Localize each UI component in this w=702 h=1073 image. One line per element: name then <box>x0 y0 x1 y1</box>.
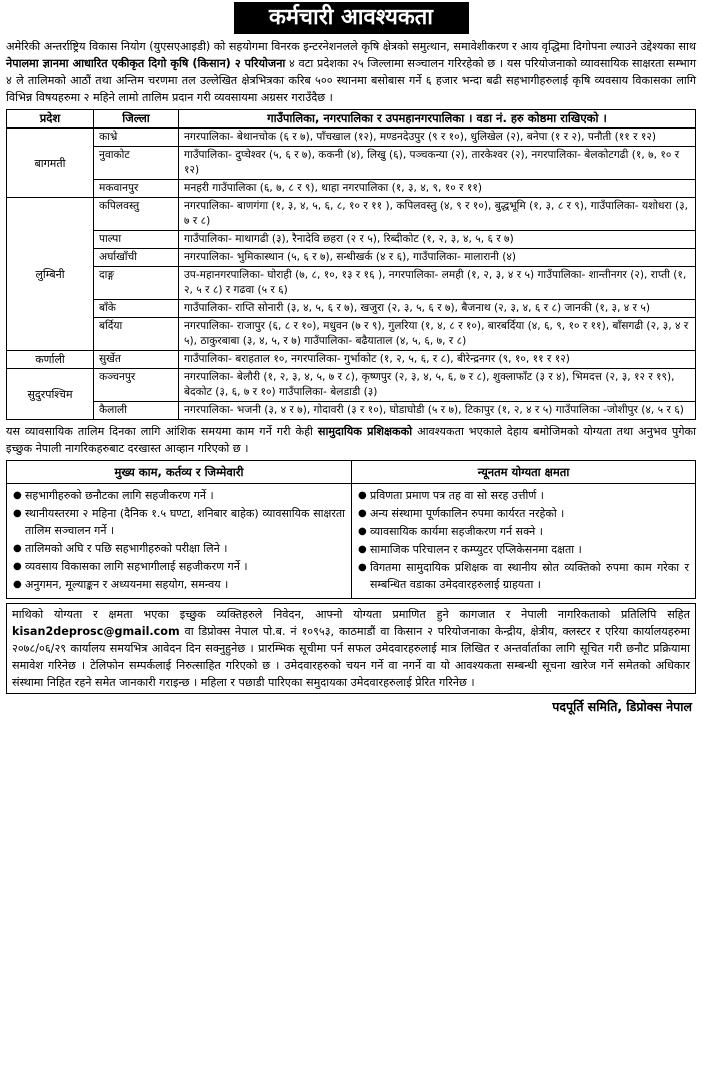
municipality-cell: नगरपालिका- बेलौरी (१, २, ३, ४, ५, ७ र ८), कृष्णपुर (२, ३, ४, ५, ६, ७ र ८), शुक्लाफाँट (३ र ४), भिमदत्त (२, ३, १२ र १९), बेदकोट (३, ६, ७ र १०) गाउँपालिका- बेलडाडी (३) <box>179 369 696 402</box>
table-row <box>7 318 696 351</box>
table-row <box>7 128 696 147</box>
location-table-body <box>7 128 696 420</box>
list-item-text: तालिमको अघि र पछि सहभागीहरुको परीक्षा लिने । <box>25 542 228 555</box>
municipality-cell: गाउँपालिका- राप्ति सोनारी (३, ४, ५, ६ र ७), खजुरा (२, ३, ५, ६ र ७), बैजनाथ (२, ३, ४, ६ र ८) जानकी (१, ३, ४ र ५) <box>179 300 696 318</box>
instructions-text-2: वा डिप्रोक्स नेपाल पो.ब. नं १०९५३, काठमाडौं वा किसान २ परियोजनाका केन्द्रीय, क्षेत्रीय, क्लस्टर र एरिया कार्यालयहरुमा २०७८/०६/२९ कार्यालय समयभित्र आवेदन दिन सक्नुहुनेछ । प्रारम्भिक सूचीमा पर्न सफल उमेदवारहरुलाई मात्र लिखित र अन्तर्वार्ताका लागि सूचित गरी छनौट प्रक्रियामा समावेश गरिनेछ । टेलिफोन सम्पर्कलाई निरुत्साहित गरिएको छ । उमेदवारहरुको चयन गर्ने वा नगर्ने वा यो आवश्यकता सम्बन्धी सूचना खारेज गर्ने समेतको अधिकार संस्थामा निहित रहने समेत जानकारी गराइन्छ । महिला र पछाडी पारिएका समुदायका उमेदवारहरुलाई प्रेरित गरिनेछ । <box>12 625 690 689</box>
list-item-text: स्थानीयस्तरमा २ महिना (दैनिक १.५ घण्टा, शनिबार बाहेक) व्यावसायिक साक्षरता तालिम सञ्चालन गर्ने । <box>25 507 345 537</box>
duties-column <box>7 461 351 598</box>
table-row <box>7 300 696 318</box>
list-item-text: प्रविणता प्रमाण पत्र तह वा सो सरह उत्तीर्ण । <box>370 489 544 502</box>
list-item-text: अन्य संस्थामा पूर्णकालिन रुपमा कार्यरत नरहेको । <box>370 507 565 520</box>
district-cell: कैलाली <box>94 402 179 420</box>
application-instructions <box>6 603 696 694</box>
call-paragraph <box>6 423 696 457</box>
list-item-text: व्यवसाय विकासका लागि सहभागीलाई सहजीकरण गर्ने । <box>25 560 248 573</box>
district-cell: नुवाकोट <box>94 147 179 180</box>
bullet-icon: ● <box>13 561 22 572</box>
municipality-cell: गाउँपालिका- माथागढी (३), रैनादेवि छहरा (२ र ५), रिब्दीकोट (१, २, ३, ४, ५, ६ र ७) <box>179 231 696 249</box>
list-item <box>358 559 689 593</box>
list-item <box>13 505 345 539</box>
municipality-cell: गाउँपालिका- दुप्चेश्वर (५, ६ र ७), ककनी (४), लिखु (६), पञ्चकन्या (२), तारकेश्वर (२), नगरपालिका- बेलकोटगढी (१, ७, १० र १२) <box>179 147 696 180</box>
municipality-cell: नगरपालिका- राजापुर (६, ८ र १०), मधुवन (७ र ९), गुलरिया (१, ४, ८ र १०), बारबर्दिया (४, ६, ९, १० र ११), बाँसगढी (२, ३, ४ र ५), ठाकुरबाबा (३, ४, ५, र ७) गाउँपालिका- बढैयाताल (४, ५, ६, ७, र ८) <box>179 318 696 351</box>
contact-email[interactable]: kisan2deprosc@gmail.com <box>12 625 180 638</box>
municipality-cell: नगरपालिका- बाणगंगा (१, ३, ४, ५, ६, ८, १० र ११ ), कपिलवस्तु (४, ९ र १०), बुद्धभूमि (१, ३, ८ र ९), गाउँपालिका- यशोधरा (३, ७ र ८) <box>179 198 696 231</box>
intro-paragraph <box>6 38 696 106</box>
table-row <box>7 180 696 198</box>
province-cell: कर्णाली <box>7 351 94 369</box>
duties-list <box>7 484 351 598</box>
call-text-1: यस व्यावसायिक तालिम दिनका लागि आंशिक समयमा काम गर्ने गरी केही <box>6 425 318 438</box>
bullet-icon: ● <box>358 508 367 519</box>
list-item <box>358 505 689 522</box>
list-item-text: व्यावसायिक कार्यमा सहजीकरण गर्न सक्ने । <box>370 525 543 538</box>
table-row <box>7 267 696 300</box>
list-item-text: सामाजिक परिचालन र कम्प्युटर एप्लिकेसनमा दक्षता । <box>370 543 582 556</box>
list-item-text: अनुगमन, मूल्याङ्कन र अध्ययनमा सहयोग, समन्वय । <box>25 578 229 591</box>
province-cell: लुम्बिनी <box>7 198 94 351</box>
bullet-icon: ● <box>358 526 367 537</box>
signature: पदपूर्ति समिति, डिप्रोक्स नेपाल <box>552 699 692 714</box>
district-cell: कपिलवस्तु <box>94 198 179 231</box>
intro-text-2: ४ वटा प्रदेशका २५ जिल्लामा सञ्चालन गरिरहेको छ । यस परियोजनाको व्यावसायिक साक्षरता सम्भाग ४ ले तालिमको आठौं तथा अन्तिम चरणमा तल उल्लेखित क्षेत्रभित्रका करिब ५०० स्थानमा बसोबास गर्ने ६ हजार भन्दा बढी सहभागीहरुलाई कृषि व्यवसाय विकासका लागि विभिन्न विषयहरुमा २ महिने लामो तालिम प्रदान गरी व्यवसायमा अग्रसर गराउँदैछ । <box>6 57 696 104</box>
bullet-icon: ● <box>358 544 367 555</box>
bullet-icon: ● <box>13 508 22 519</box>
list-item-text: सहभागीहरुको छनौटका लागि सहजीकरण गर्ने । <box>25 489 214 502</box>
district-cell: बाँके <box>94 300 179 318</box>
table-row <box>7 402 696 420</box>
bullet-icon: ● <box>13 543 22 554</box>
district-cell: मकवानपुर <box>94 180 179 198</box>
qualifications-list <box>352 484 695 598</box>
province-cell: सुदुरपश्चिम <box>7 369 94 420</box>
municipality-cell: नगरपालिका- भजनी (३, ४ र ७), गोदावरी (३ र १०), घोडाघोडी (५ र ७), टिकापुर (१, २, ४ र ५) गाउँपालिका -जोशीपुर (४, ५ र ६) <box>179 402 696 420</box>
header-municipality: गाउँपालिका, नगरपालिका र उपमहानगरपालिका । वडा नं. हरु कोष्ठमा राखिएको । <box>179 110 696 129</box>
table-row <box>7 147 696 180</box>
municipality-cell: नगरपालिका- बेथानचोक (६ र ७), पाँचखाल (१२), मण्डनदेउपुर (९ र १०), धुलिखेल (२), बनेपा (१ र २), पनौती (११ र १२) <box>179 128 696 147</box>
table-row <box>7 198 696 231</box>
qualifications-column <box>351 461 695 598</box>
table-header-row <box>7 110 696 129</box>
header-province: प्रदेश <box>7 110 94 129</box>
district-cell: अर्घाखाँची <box>94 249 179 267</box>
district-cell: पाल्पा <box>94 231 179 249</box>
call-text-2: आवश्यकता भएकाले देहाय बमोजिमको योग्यता तथा अनुभव पुगेका इच्छुक नेपाली नागरिकहरुबाट दरखास्त आव्हान गरिएको छ । <box>6 425 696 455</box>
district-cell: दाङ्ग <box>94 267 179 300</box>
bullet-icon: ● <box>13 490 22 501</box>
list-item <box>358 487 689 504</box>
header-district: जिल्ला <box>94 110 179 129</box>
intro-text-1: अमेरिकी अन्तर्राष्ट्रिय विकास नियोग (युएसएआइडी) को सहयोगमा विनरक इन्टरनेशनलले कृषि क्षेत्रको समुत्थान, समावेशीकरण र आय वृद्धिमा दिगोपना ल्याउने उद्देश्यका साथ <box>6 40 696 53</box>
municipality-cell: नगरपालिका- भुमिकास्थान (५, ६ र ७), सन्धीखर्क (४ र ६), गाउँपालिका- मालारानी (४) <box>179 249 696 267</box>
qualifications-heading: न्यूनतम योग्यता क्षमता <box>352 461 695 484</box>
municipality-cell: गाउँपालिका- बराहताल १०, नगरपालिका- गुर्भाकोट (१, २, ५, ६, र ८), बीरेन्द्रनगर (९, १०, ११ र १२) <box>179 351 696 369</box>
municipality-cell: मनहरी गाउँपालिका (६, ७, ८ र ९), थाहा नगरपालिका (१, ३, ४, ९, १० र ११) <box>179 180 696 198</box>
project-name: नेपालमा ज्ञानमा आधारित एकीकृत दिगो कृषि (किसान) २ परियोजना <box>6 57 286 70</box>
duties-heading: मुख्य काम, कर्तव्य र जिम्मेवारी <box>7 461 351 484</box>
list-item <box>13 576 345 593</box>
list-item <box>13 487 345 504</box>
table-row <box>7 351 696 369</box>
district-cell: काभ्रे <box>94 128 179 147</box>
bullet-icon: ● <box>13 579 22 590</box>
district-cell: सुर्खेत <box>94 351 179 369</box>
instructions-text-1: माथिको योग्यता र क्षमता भएका इच्छुक व्यक्तिहरुले निवेदन, आफ्नो योग्यता प्रमाणित हुने कागजात र नेपाली नागरिकताको प्रतिलिपि सहित <box>12 608 690 621</box>
position-name: सामुदायिक प्रशिक्षकको <box>317 425 413 438</box>
duties-qualifications-box <box>6 460 696 599</box>
bullet-icon: ● <box>358 562 367 573</box>
page-title: कर्मचारी आवश्यकता <box>234 2 469 34</box>
list-item <box>13 540 345 557</box>
list-item <box>358 541 689 558</box>
bullet-icon: ● <box>358 490 367 501</box>
district-cell: कञ्चनपुर <box>94 369 179 402</box>
province-cell: बागमती <box>7 128 94 198</box>
location-table <box>6 109 696 420</box>
district-cell: बर्दिया <box>94 318 179 351</box>
municipality-cell: उप-महानगरपालिका- घोराही (७, ८, १०, १३ र १६ ), नगरपालिका- लमही (१, २, ३, ४ र ५) गाउँपालिका- शान्तीनगर (२), राप्ती (१, २, ५ र ८) र गढवा (५ र ६) <box>179 267 696 300</box>
list-item <box>358 523 689 540</box>
table-row <box>7 231 696 249</box>
list-item <box>13 558 345 575</box>
table-row <box>7 369 696 402</box>
table-row <box>7 249 696 267</box>
list-item-text: विगतमा सामुदायिक प्रशिक्षक वा स्थानीय स्रोत व्यक्तिको रुपमा काम गरेका र सम्बन्धित वडाका उमेदवारहरुलाई ग्राहयता । <box>370 561 689 591</box>
